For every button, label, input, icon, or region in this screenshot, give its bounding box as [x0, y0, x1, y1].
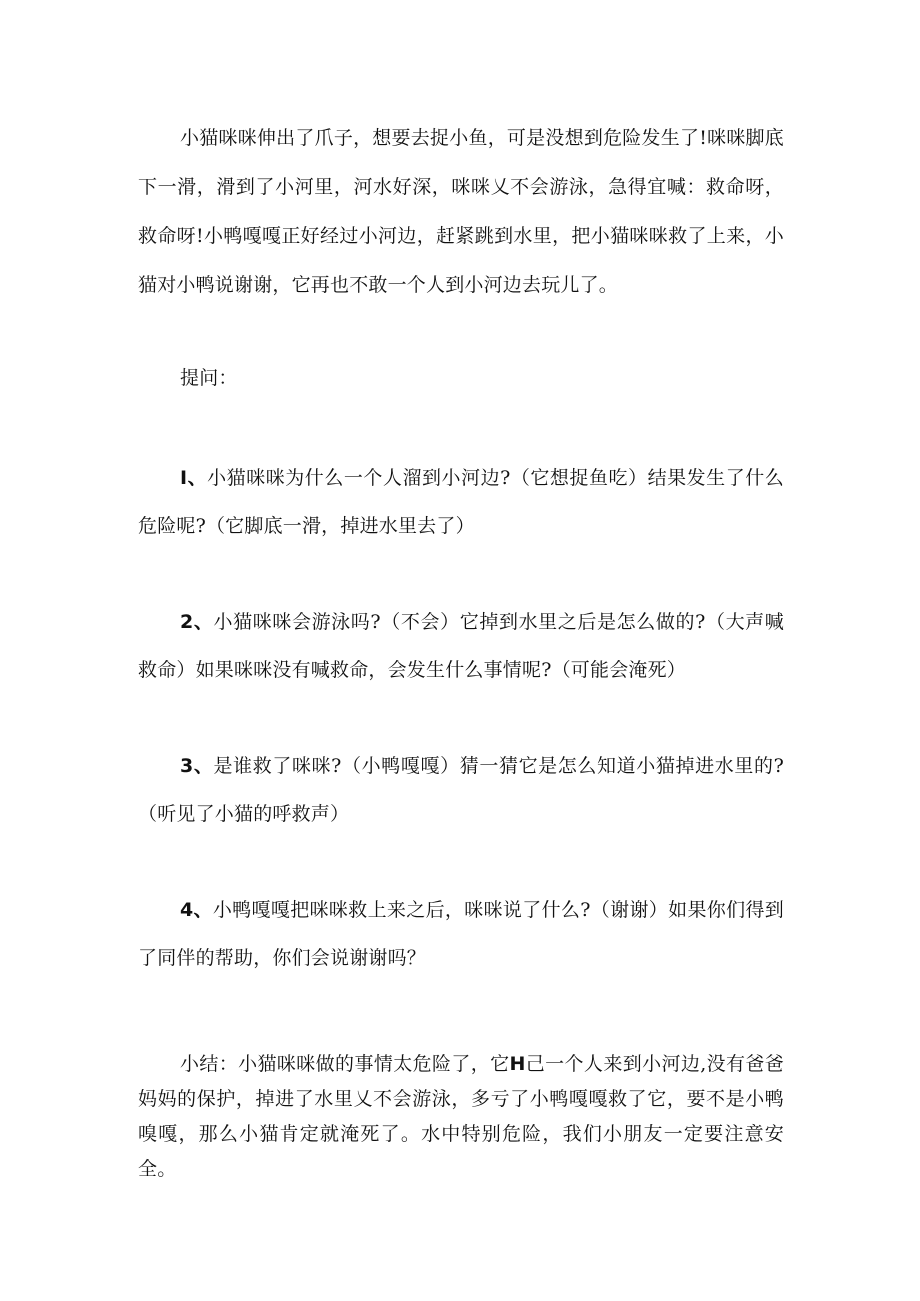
question-2: [138, 598, 784, 694]
question-4: [138, 886, 784, 982]
question-number: 4、: [180, 899, 213, 921]
question-text: 是谁救了咪咪?（小鸭嘎嘎）猜一猜它是怎么知道小猫掉进水里的?（听见了小猫的呼救声）: [138, 755, 785, 825]
summary-paragraph: [138, 1047, 784, 1187]
question-1: [138, 454, 784, 550]
question-3: [138, 742, 784, 838]
question-number: I、: [180, 467, 208, 489]
questions-label-text: 提问：: [180, 367, 238, 389]
question-text: 小鸭嘎嘎把咪咪救上来之后，咪咪说了什么?（谢谢）如果你们得到了同伴的帮助，你们会说谢谢吗？: [138, 899, 784, 969]
questions-label: [138, 358, 784, 398]
summary-bold-char: H: [509, 1053, 526, 1075]
question-text: 小猫咪咪会游泳吗?（不会）它掉到水里之后是怎么做的?（大声喊救命）如果咪咪没有喊救命，会发生什么事情呢?（可能会淹死）: [138, 611, 785, 681]
question-number: 3、: [180, 755, 214, 777]
summary-text-before: 小结：小猫咪咪做的事情太危险了，它: [180, 1053, 510, 1075]
story-text: 小猫咪咪伸出了爪子，想要去捉小鱼，可是没想到危险发生了!咪咪脚底下一滑，滑到了小河里，河水好深，咪咪乂不会游泳，急得宜喊：救命呀，救命呀!小鸭嘎嘎正好经过小河边，赶紧跳到水里，把小猫咪咪救了上来，小猫对小鸭说谢谢，它再也不敢一个人到小河边去玩儿了。: [138, 127, 784, 296]
story-paragraph: [138, 114, 784, 310]
question-text: 小猫咪咪为什么一个人溜到小河边?（它想捉鱼吃）结果发生了什么危险呢?（它脚底一滑，掉进水里去了）: [138, 467, 784, 537]
summary-text-after: 己一个人来到小河边,没有爸爸妈妈的保护，掉进了水里乂不会游泳，多亏了小鸭嘎嘎救了它，要不是小鸭嗅嘎，那么小猫肯定就淹死了。水中特别危险，我们小朋友一定要注意安全。: [138, 1053, 784, 1180]
question-number: 2、: [180, 611, 214, 633]
